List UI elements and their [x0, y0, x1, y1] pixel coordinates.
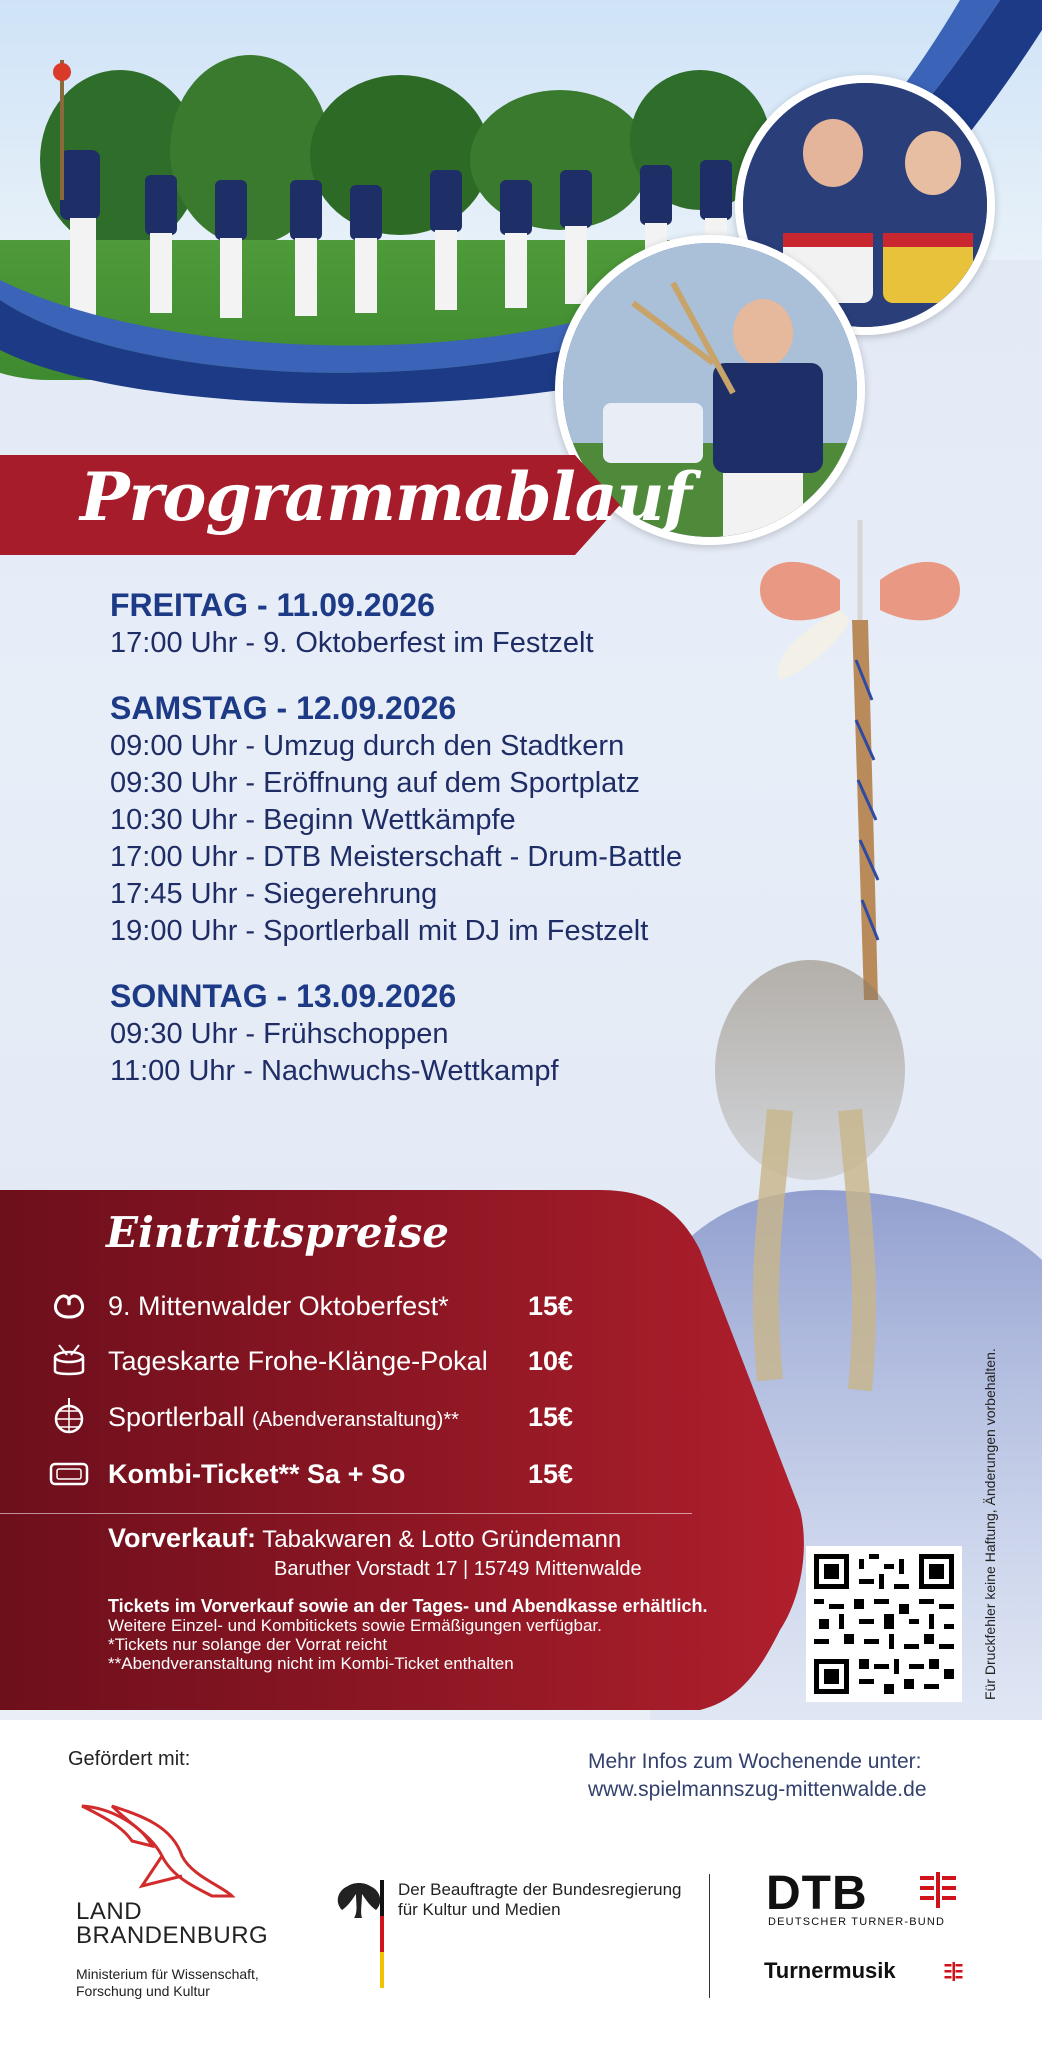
- footer-separator: [709, 1874, 710, 1998]
- ticket-notes: [108, 1597, 708, 1673]
- price-value: 10€: [528, 1345, 574, 1376]
- price-label: 9. Mittenwalder Oktoberfest*: [108, 1290, 449, 1321]
- price-value: 15€: [528, 1458, 574, 1489]
- turnermusik-emblem-icon: [944, 1962, 964, 1982]
- price-label: Kombi-Ticket** Sa + So: [108, 1458, 406, 1489]
- presale-address: Baruther Vorstadt 17 | 15749 Mittenwalde: [274, 1558, 642, 1580]
- price-row: [44, 1341, 604, 1381]
- presale-label: Vorverkauf:: [108, 1523, 257, 1553]
- price-row: [44, 1454, 604, 1494]
- day-friday: [110, 585, 750, 662]
- day-saturday: [110, 688, 750, 950]
- bkm-line1: Der Beauftragte der Bundesregierung: [398, 1880, 682, 1899]
- event-item: 09:00 Uhr - Umzug durch den Stadtkern: [110, 730, 625, 762]
- presale-shop: Tabakwaren & Lotto Gründemann: [262, 1526, 622, 1553]
- brandenburg-line1: LAND: [76, 1898, 143, 1925]
- funded-label: Gefördert mit:: [68, 1748, 191, 1770]
- day-title: FREITAG - 11.09.2026: [110, 587, 435, 623]
- note-line: Tickets im Vorverkauf sowie an der Tages- und Abendkasse erhältlich.: [108, 1596, 708, 1616]
- day-title: SAMSTAG - 12.09.2026: [110, 690, 457, 726]
- website-link[interactable]: www.spielmannszug-mittenwalde.de: [588, 1778, 927, 1801]
- ministry-line2: Forschung und Kultur: [76, 1983, 210, 1999]
- ticket-icon: [44, 1454, 94, 1494]
- price-row: [44, 1286, 604, 1326]
- brandenburg-logo-text: [76, 1900, 268, 1948]
- price-label-note: (Abendveranstaltung)**: [252, 1408, 459, 1431]
- more-info-label: Mehr Infos zum Wochenende unter:: [588, 1750, 922, 1773]
- brandenburg-eagle-logo: [72, 1796, 272, 1906]
- pretzel-icon: [44, 1286, 94, 1326]
- federal-eagle-logo: [334, 1880, 394, 1990]
- note-line: *Tickets nur solange der Vorrat reicht: [108, 1635, 388, 1654]
- dtb-emblem-icon: [920, 1872, 958, 1912]
- qr-code-graphic: [814, 1554, 954, 1694]
- disclaimer-vertical: Für Druckfehler keine Haftung, Änderungen vorbehalten.: [982, 1348, 998, 1700]
- price-row: [44, 1397, 604, 1437]
- price-label: [108, 1402, 459, 1433]
- day-title: SONNTAG - 13.09.2026: [110, 978, 457, 1014]
- event-item: 19:00 Uhr - Sportlerball mit DJ im Festzelt: [110, 915, 649, 947]
- more-info: [588, 1748, 927, 1804]
- dtb-subtitle: DEUTSCHER TURNER-BUND: [768, 1916, 946, 1928]
- bkm-text: [398, 1880, 682, 1920]
- day-sunday: [110, 976, 750, 1090]
- turnermusik-logo: Turnermusik: [764, 1958, 896, 1983]
- ministry-text: [76, 1966, 259, 2000]
- prices-divider: [0, 1513, 692, 1514]
- event-item: 09:30 Uhr - Eröffnung auf dem Sportplatz: [110, 767, 640, 799]
- dtb-logo: DTB: [766, 1867, 868, 1920]
- program-title: Programmablauf: [80, 458, 691, 536]
- event-item: 11:00 Uhr - Nachwuchs-Wettkampf: [110, 1055, 559, 1087]
- event-item: 17:00 Uhr - 9. Oktoberfest im Festzelt: [110, 627, 594, 659]
- disco-ball-icon: [44, 1397, 94, 1437]
- price-value: 15€: [528, 1290, 574, 1321]
- event-item: 17:00 Uhr - DTB Meisterschaft - Drum-Battle: [110, 841, 683, 873]
- event-item: 17:45 Uhr - Siegerehrung: [110, 878, 438, 910]
- event-item: 10:30 Uhr - Beginn Wettkämpfe: [110, 804, 516, 836]
- note-line: Weitere Einzel- und Kombitickets sowie Ermäßigungen verfügbar.: [108, 1616, 602, 1635]
- drum-icon: [44, 1341, 94, 1381]
- brandenburg-line2: BRANDENBURG: [76, 1922, 269, 1949]
- mace-graphic: [760, 520, 960, 1020]
- bkm-line2: für Kultur und Medien: [398, 1900, 561, 1919]
- prices-title: Eintrittspreise: [106, 1208, 449, 1257]
- price-label: Tageskarte Frohe-Klänge-Pokal: [108, 1345, 488, 1376]
- price-label-main: Sportlerball: [108, 1401, 245, 1432]
- qr-code[interactable]: [806, 1546, 962, 1702]
- presale-line: [108, 1523, 621, 1554]
- note-line: **Abendveranstaltung nicht im Kombi-Ticket enthalten: [108, 1654, 514, 1673]
- program-schedule: [110, 585, 750, 1116]
- ministry-line1: Ministerium für Wissenschaft,: [76, 1966, 259, 1982]
- event-item: 09:30 Uhr - Frühschoppen: [110, 1018, 449, 1050]
- price-value: 15€: [528, 1401, 574, 1432]
